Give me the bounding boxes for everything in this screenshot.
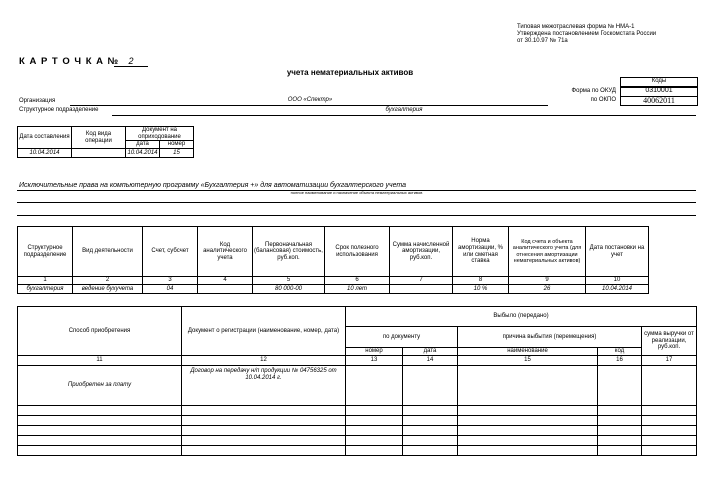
main-val-10: 10.04.2014 (586, 285, 649, 294)
main-header-5: Первоначальная (балансовая) стоимость, руб.коп. (253, 227, 325, 277)
card-title: учета нематериальных активов (286, 68, 414, 77)
main-header-2: Вид деятельности (73, 227, 143, 277)
b-empty-cell (598, 426, 642, 436)
main-num-10: 10 (586, 277, 649, 285)
main-num-8: 8 (453, 277, 509, 285)
h-doc: Документ о регистрации (наименование, номер, дата) (182, 307, 346, 356)
main-header-1: Структурное подразделение (18, 227, 73, 277)
b-num-16: 16 (598, 356, 642, 366)
b-empty-cell (642, 446, 697, 456)
h-out: Выбыло (передано) (346, 307, 697, 327)
main-val-8: 10 % (453, 285, 509, 294)
b-num-17: 17 (642, 356, 697, 366)
h-date: дата (403, 348, 458, 356)
b-empty-cell (403, 436, 458, 446)
h-name: наименование (458, 348, 598, 356)
division-label: Структурное подразделение (19, 107, 99, 113)
main-header-9: Код счета и объекта аналитического учета (для отнесения амортизации нематериальных активов) (509, 227, 586, 277)
main-num-6: 6 (325, 277, 390, 285)
b-empty-cell (403, 416, 458, 426)
main-header-10: Дата постановки на учет (586, 227, 649, 277)
b-empty-cell (598, 416, 642, 426)
h-num: номер (346, 348, 403, 356)
main-val-7 (390, 285, 453, 294)
b-num-13: 13 (346, 356, 403, 366)
doc-val-doc-number: 15 (160, 149, 194, 158)
doc-col-date: Дата составления (18, 127, 72, 149)
b-row1-c17 (642, 366, 697, 406)
doc-col-op: Код вида операции (72, 127, 126, 149)
asset-caption: полное наименование и назначение объекта нематериальных активов (290, 190, 423, 195)
main-val-4 (198, 285, 253, 294)
main-val-6: 10 лет (325, 285, 390, 294)
division-underline (112, 115, 696, 116)
asset-name: Исключительные права на компьютерную программу «Бухгалтерия +» для автоматизации бухгалтерского учета (19, 182, 407, 189)
main-num-5: 5 (253, 277, 325, 285)
b-empty-cell (182, 436, 346, 446)
b-empty-cell (403, 406, 458, 416)
b-row1-c16 (598, 366, 642, 406)
b-empty-cell (346, 406, 403, 416)
b-empty-cell (598, 446, 642, 456)
doc-val-date: 10.04.2014 (18, 149, 72, 158)
b-empty-cell (18, 406, 182, 416)
organization-value: ООО «Спектр» (287, 97, 333, 103)
asset-underline-3 (17, 215, 696, 216)
main-header-8: Норма амортизации, % или сметная ставка (453, 227, 509, 277)
b-empty-cell (346, 446, 403, 456)
main-header-6: Срок полезного использования (325, 227, 390, 277)
b-row1-c15 (458, 366, 598, 406)
b-empty-cell (458, 406, 598, 416)
b-empty-cell (642, 426, 697, 436)
form-note-line3: от 30.10.97 № 71а (517, 37, 568, 44)
organization-label: Организация (19, 98, 56, 104)
b-empty-cell (458, 426, 598, 436)
b-empty-cell (18, 436, 182, 446)
b-empty-cell (18, 416, 182, 426)
main-val-5: 80 000-00 (253, 285, 325, 294)
b-empty-cell (182, 426, 346, 436)
main-num-7: 7 (390, 277, 453, 285)
organization-underline (70, 105, 548, 106)
main-num-1: 1 (18, 277, 73, 285)
card-label: К А Р Т О Ч К А № (19, 56, 120, 67)
division-value: бухгалтерия (385, 107, 423, 113)
main-header-3: Счет, субсчет (143, 227, 198, 277)
b-empty-cell (642, 406, 697, 416)
h-code: код (598, 348, 642, 356)
b-row1-c13 (346, 366, 403, 406)
codes-header: Коды (620, 77, 698, 88)
b-empty-cell (182, 406, 346, 416)
main-val-1: бухгалтерия (18, 285, 73, 294)
main-header-4: Код аналитического учета (198, 227, 253, 277)
form-note-line1: Типовая межотраслевая форма № НМА-1 (517, 24, 635, 30)
b-empty-cell (346, 436, 403, 446)
h-by-doc: по документу (346, 327, 458, 348)
b-empty-cell (18, 426, 182, 436)
doc-col-doc: Документ на оприходование (126, 127, 194, 141)
form-note (517, 24, 656, 45)
okud-label: Форма по ОКУД (571, 88, 616, 94)
card-number: 2 (128, 56, 134, 66)
doc-sub-date: дата (126, 141, 160, 149)
main-num-2: 2 (73, 277, 143, 285)
b-row1-c14 (403, 366, 458, 406)
document-table (17, 126, 194, 158)
main-num-9: 9 (509, 277, 586, 285)
b-empty-cell (18, 446, 182, 456)
main-val-9: 26 (509, 285, 586, 294)
b-empty-cell (346, 416, 403, 426)
b-empty-cell (182, 416, 346, 426)
b-empty-cell (182, 446, 346, 456)
doc-val-doc-date: 10.04.2014 (127, 149, 158, 156)
main-num-4: 4 (198, 277, 253, 285)
disposal-table (17, 306, 697, 456)
h-sum: сумма выручки от реализации, руб.коп. (642, 327, 697, 356)
b-empty-cell (403, 426, 458, 436)
b-empty-cell (642, 416, 697, 426)
h-reason: причина выбытия (перемещения) (458, 327, 642, 348)
b-empty-cell (598, 406, 642, 416)
b-empty-cell (458, 436, 598, 446)
b-empty-cell (403, 446, 458, 456)
doc-val-op (72, 149, 126, 158)
main-val-2: ведение бухучета (73, 285, 143, 294)
b-num-12: 12 (182, 356, 346, 366)
doc-value: Договор на передачу н/п продукции № 04756325 от 10.04.2014 г. (182, 366, 346, 406)
okpo-label: по ОКПО (590, 97, 616, 103)
b-empty-cell (458, 416, 598, 426)
h-method: Способ приобретения (18, 307, 182, 356)
b-empty-cell (458, 446, 598, 456)
main-num-3: 3 (143, 277, 198, 285)
b-empty-cell (598, 436, 642, 446)
main-table (17, 226, 649, 294)
asset-underline-2 (17, 202, 696, 203)
b-empty-cell (346, 426, 403, 436)
b-num-14: 14 (403, 356, 458, 366)
okud-value: 0310001 (620, 86, 698, 97)
card-number-underline (114, 66, 148, 67)
method-value: Приобретен за плату (18, 366, 182, 406)
okpo-value: 40062011 (620, 96, 698, 106)
main-header-7: Сумма начисленной амортизации, руб.коп. (390, 227, 453, 277)
b-empty-cell (642, 436, 697, 446)
b-num-11: 11 (18, 356, 182, 366)
b-num-15: 15 (458, 356, 598, 366)
doc-sub-number: номер (160, 141, 194, 149)
form-note-line2: Утверждена постановлением Госкомстата России (517, 30, 657, 37)
main-val-3: 04 (143, 285, 198, 294)
